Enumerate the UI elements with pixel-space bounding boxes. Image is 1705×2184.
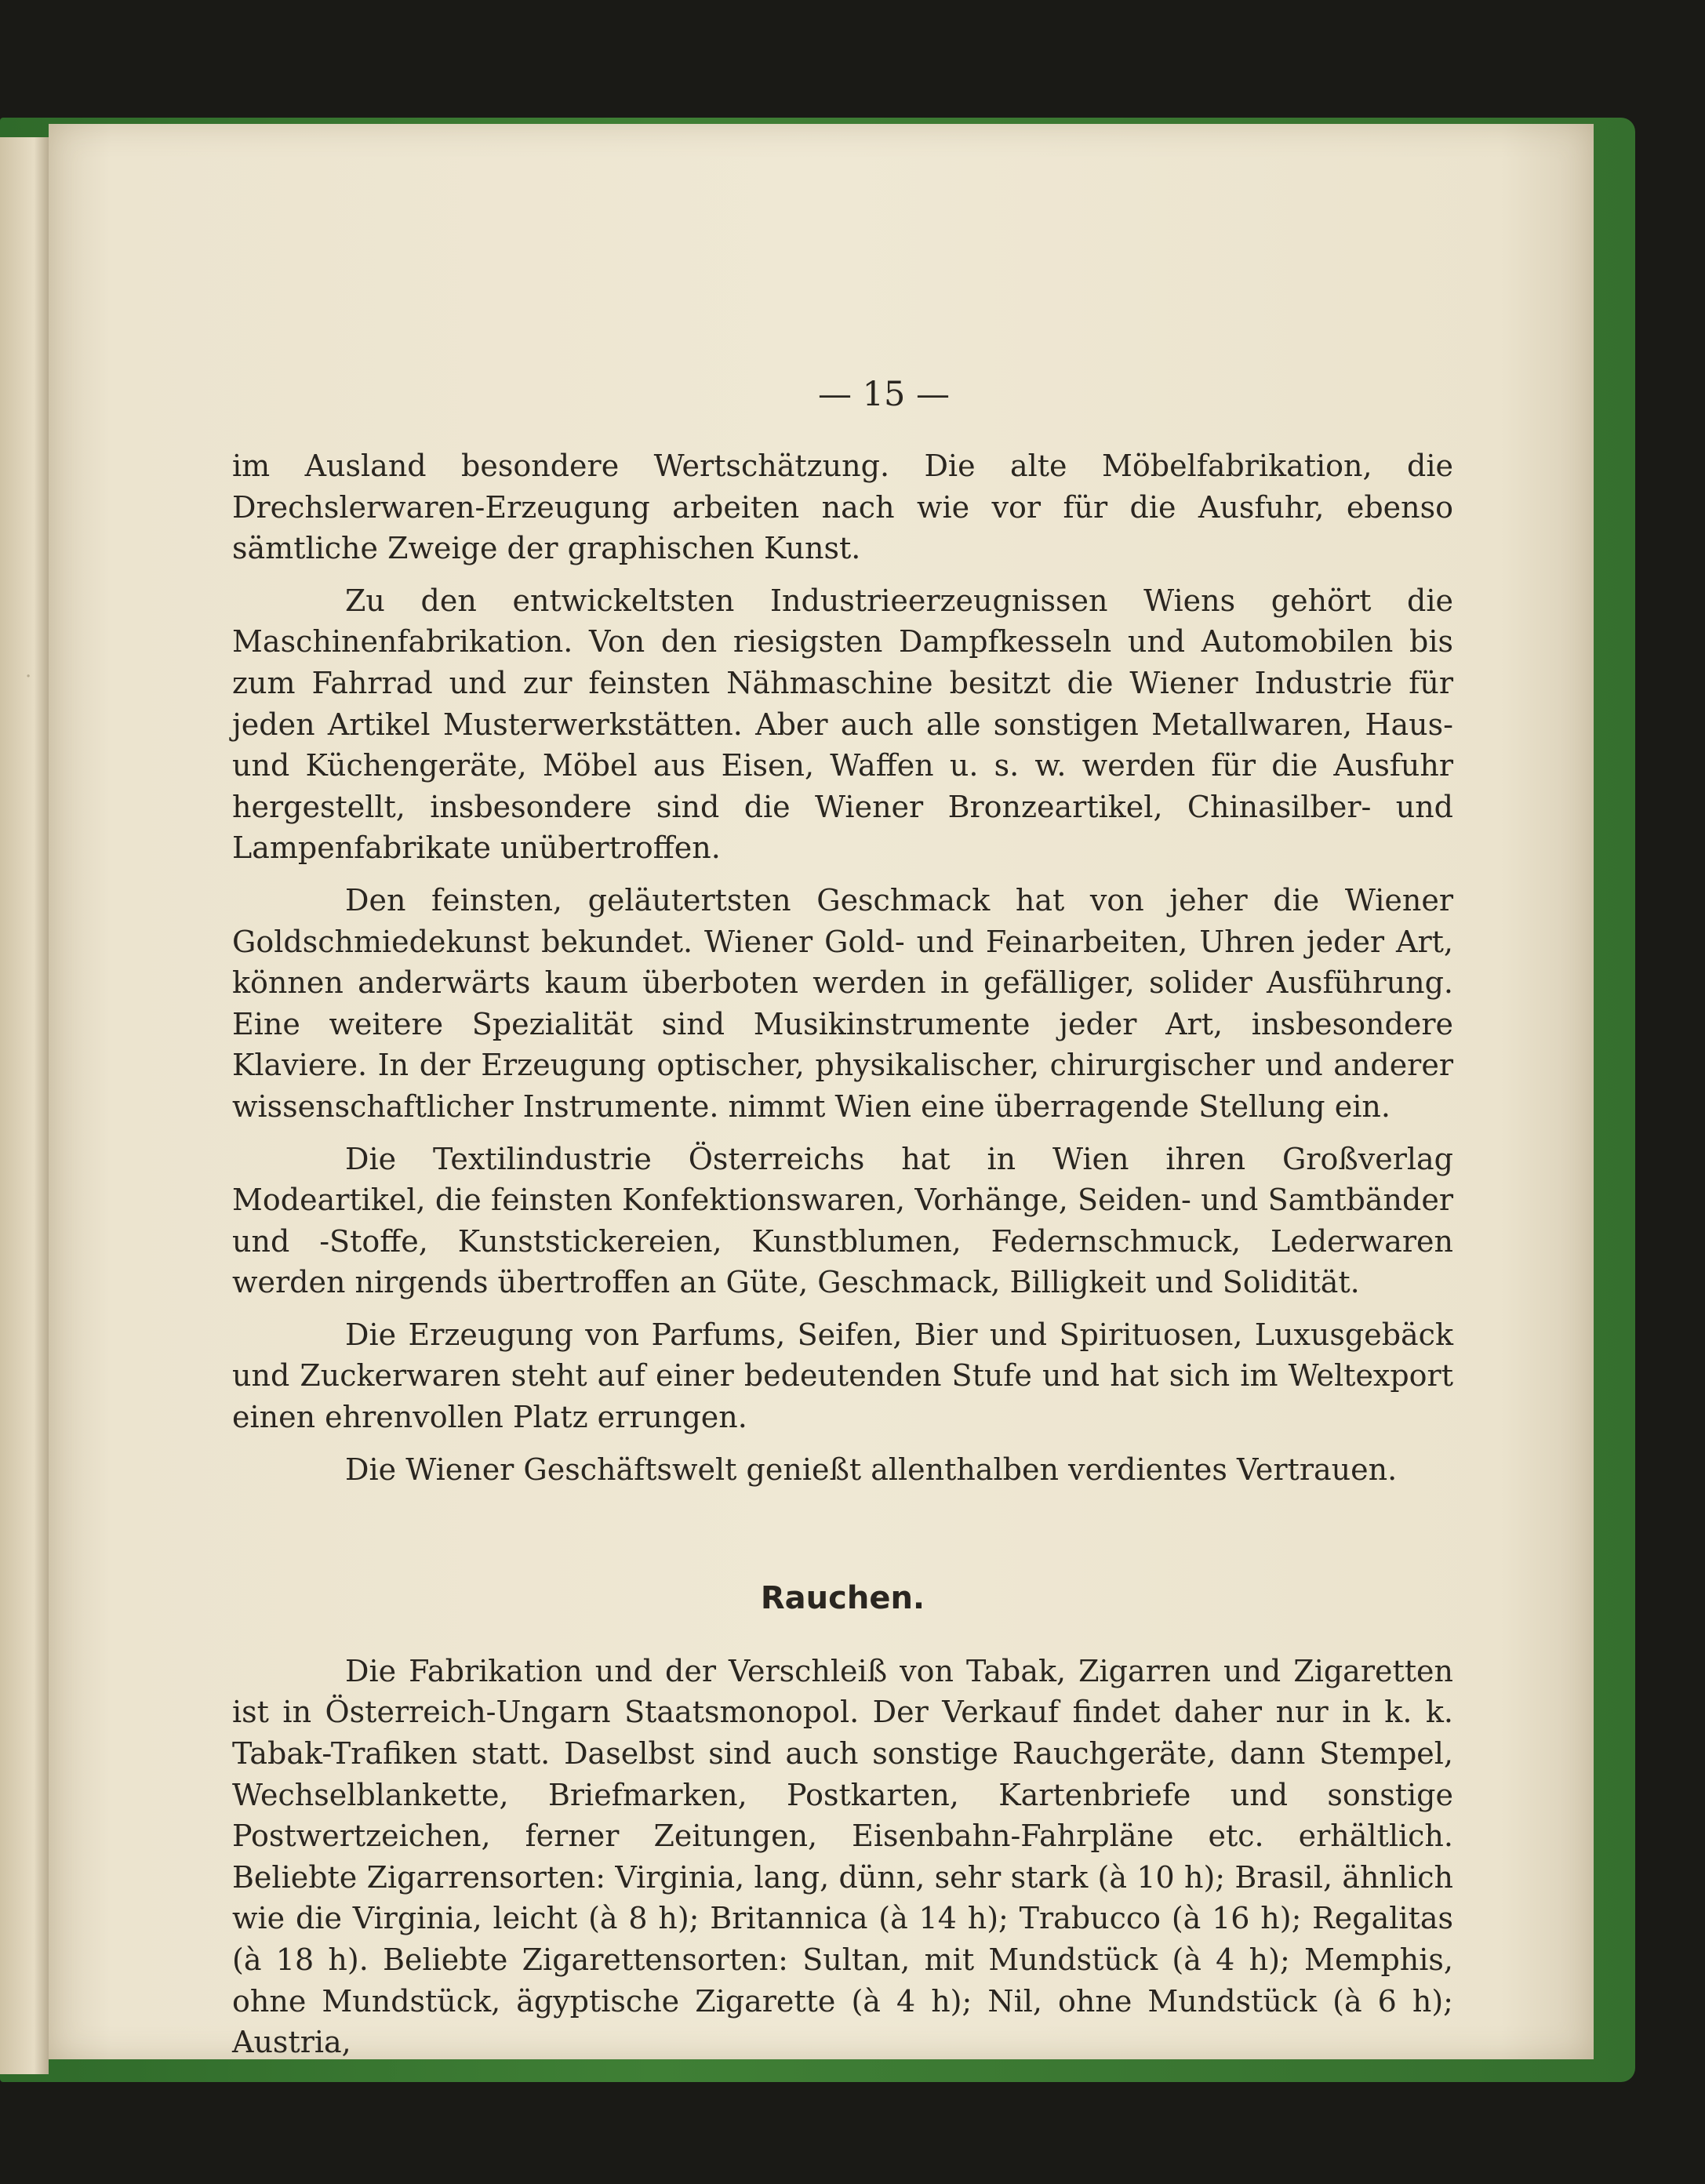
left-page-edge (0, 137, 49, 2074)
paragraph: im Ausland besondere Wertschätzung. Die alte Möbelfabrikation, die Drechslerwaren-Erzeugung arbeiten nach wie vor für die Ausfuhr, ebenso sämtliche Zweige der graphischen Kunst. (232, 449, 1453, 566)
page-body (232, 445, 1453, 2063)
paragraph: Zu den entwickeltsten Industrieerzeugnissen Wiens gehört die Maschinenfabrikation. Von den riesigsten Dampfkesseln und Automobilen bis zum Fahrrad und zur feinsten Nähmaschine besitzt die Wiener Industrie für jeden Artikel Musterwerkstätten. Aber auch alle sonstigen Metallwaren, Haus- und Küchengeräte, Möbel aus Eisen, Waffen u. s. w. werden für die Ausfuhr hergestellt, insbesondere sind die Wiener Bronzeartikel, Chinasilber- und Lampenfabrikate unübertroffen. (232, 583, 1453, 866)
paragraph: Den feinsten, geläutertsten Geschmack hat von jeher die Wiener Goldschmiedekunst bekundet. Wiener Gold- und Feinarbeiten, Uhren jeder Art, können anderwärts kaum überboten werden in gefälliger, solider Ausführung. Eine weitere Spezialität sind Musikinstrumente jeder Art, insbesondere Klaviere. In der Erzeugung optischer, physikalischer, chirurgischer und anderer wissenschaftlicher Instrumente. nimmt Wien eine überragende Stellung ein. (232, 882, 1453, 1124)
paragraph: Die Erzeugung von Parfums, Seifen, Bier und Spirituosen, Luxusgebäck und Zuckerwaren steht auf einer bedeutenden Stufe und hat sich im Weltexport einen ehrenvollen Platz errungen. (232, 1317, 1453, 1435)
margin-dot: · (25, 665, 32, 689)
book-page (25, 124, 1594, 2060)
page-number: — 15 — (817, 375, 951, 414)
paragraph: Die Textilindustrie Österreichs hat in Wien ihren Großverlag Modeartikel, die feinsten Konfektionswaren, Vorhänge, Seiden- und Samtbänder und -Stoffe, Kunststickereien, Kunstblumen, Federnschmuck, Lederwaren werden nirgends übertroffen an Güte, Geschmack, Billigkeit und Solidität. (232, 1141, 1453, 1300)
paragraph: Die Wiener Geschäftswelt genießt allenthalben verdientes Vertrauen. (345, 1452, 1398, 1487)
section-heading: Rauchen. (760, 1580, 925, 1617)
paragraph: Die Fabrikation und der Verschleiß von Tabak, Zigarren und Zigaretten ist in Österreich-Ungarn Staatsmonopol. Der Verkauf findet daher nur in k. k. Tabak-Trafiken statt. Daselbst sind auch sonstige Rauchgeräte, dann Stempel, Wechselblankette, Briefmarken, Postkarten, Kartenbriefe und sonstige Postwertzeichen, ferner Zeitungen, Eisenbahn-Fahrpläne etc. erhältlich. Beliebte Zigarrensorten: Virginia, lang, dünn, sehr stark (à 10 h); Brasil, ähnlich wie die Virginia, leicht (à 8 h); Britannica (à 14 h); Trabucco (à 16 h); Regalitas (à 18 h). Beliebte Zigarettensorten: Sultan, mit Mundstück (à 4 h); Memphis, ohne Mundstück, ägyptische Zigarette (à 4 h); Nil, ohne Mundstück (à 6 h); Austria, (232, 1653, 1453, 2060)
